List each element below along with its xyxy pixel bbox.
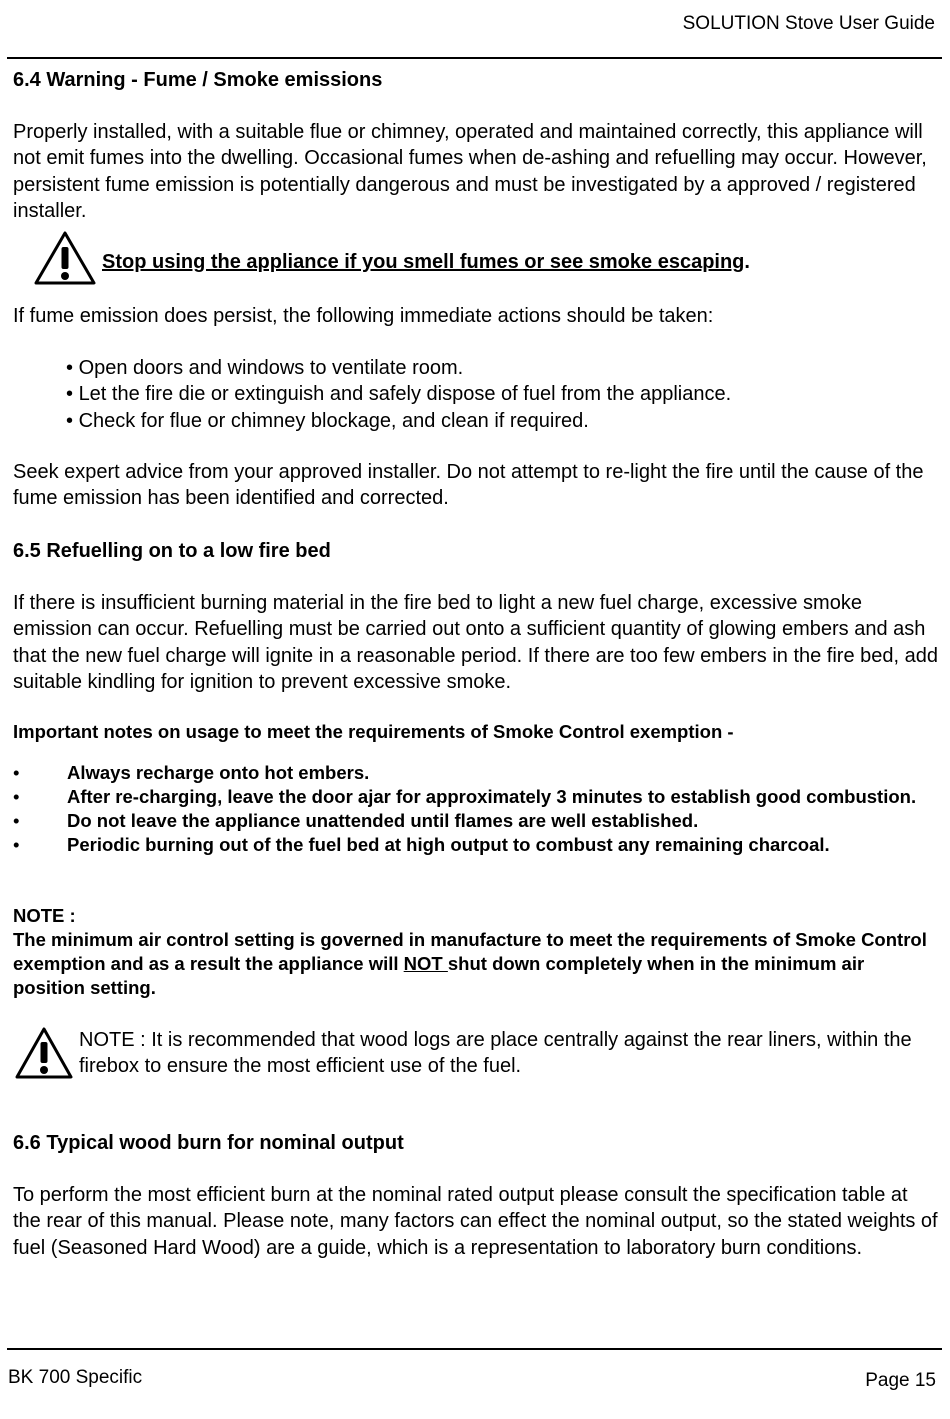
footer-model: BK 700 Specific — [8, 1367, 143, 1388]
section-6-5-body: If there is insufficient burning material in the fire bed to light a new fuel charge, excessive smoke emission can occur. Refuelling must be carried out onto a sufficient quantity of glowing embers and ash that the new fuel charge will ignite in a reasonable period. If there are too few embers in the fire bed, add suitable kindling for ignition to prevent excessive smoke. — [13, 592, 938, 693]
action-item: • Open doors and windows to ventilate room. — [66, 355, 926, 381]
section-6-4-intro: Properly installed, with a suitable flue or chimney, operated and maintained correctly, this appliance will not emit fumes into the dwelling. Occasional fumes when de-ashing and refuelling may occur. However, persistent fume emission is potentially dangerous and must be investigated by a approved / registered installer. — [13, 121, 927, 222]
wood-note-callout — [14, 1026, 939, 1080]
expert-advice: Seek expert advice from your approved installer. Do not attempt to re-light the fire until the cause of the fume emission has been identified and corrected. — [13, 461, 924, 510]
air-control-note-part1: The minimum air control setting is governed in manufacture to meet the requirements of Smoke Control exemption and as a result the appliance will — [13, 929, 927, 974]
section-6-5-heading: 6.5 Refuelling on to a low fire bed — [13, 540, 331, 562]
footer-rule — [7, 1348, 942, 1350]
actions-list — [66, 355, 926, 434]
section-6-4-heading: 6.4 Warning - Fume / Smoke emissions — [13, 69, 383, 91]
warning-triangle-icon — [14, 1026, 74, 1080]
wood-note-text: NOTE : It is recommended that wood logs are place centrally against the rear liners, within the firebox to ensure the most efficient use of the fuel. — [79, 1029, 912, 1077]
important-note-item: • Do not leave the appliance unattended until flames are well established. — [13, 809, 938, 833]
important-note-item: • Periodic burning out of the fuel bed at high output to combust any remaining charcoal. — [13, 833, 938, 857]
air-control-note-part2: shut down completely when in the minimum air position setting. — [13, 953, 865, 998]
fume-warning — [33, 230, 750, 286]
note-label: NOTE : — [13, 905, 76, 926]
page-number: Page 15 — [865, 1370, 936, 1391]
header-title: SOLUTION Stove User Guide — [682, 13, 935, 34]
important-note-item: • Always recharge onto hot embers. — [13, 761, 938, 785]
important-notes-list — [13, 761, 938, 857]
important-notes-heading: Important notes on usage to meet the requirements of Smoke Control exemption - — [13, 721, 734, 742]
warning-triangle-icon — [33, 230, 97, 286]
air-control-note — [13, 928, 938, 1000]
section-6-6-body: To perform the most efficient burn at the nominal rated output please consult the specification table at the rear of this manual. Please note, many factors can effect the nominal output, so the stated weights of fuel (Seasoned Hard Wood) are a guide, which is a representation to laboratory burn conditions. — [13, 1184, 938, 1259]
section-6-6-heading: 6.6 Typical wood burn for nominal output — [13, 1132, 404, 1154]
action-item: • Check for flue or chimney blockage, and clean if required. — [66, 408, 926, 434]
important-note-item: • After re-charging, leave the door ajar for approximately 3 minutes to establish good combustion. — [13, 785, 938, 809]
header-rule — [7, 57, 942, 59]
stop-warning-underlined: Stop using the appliance if you smell fumes or see smoke escaping — [102, 251, 745, 273]
action-item: • Let the fire die or extinguish and safely dispose of fuel from the appliance. — [66, 381, 926, 407]
stop-warning-text — [102, 251, 750, 274]
air-control-note-not: NOT — [403, 953, 448, 974]
actions-intro: If fume emission does persist, the following immediate actions should be taken: — [13, 305, 714, 327]
stop-warning-period: . — [744, 251, 750, 273]
